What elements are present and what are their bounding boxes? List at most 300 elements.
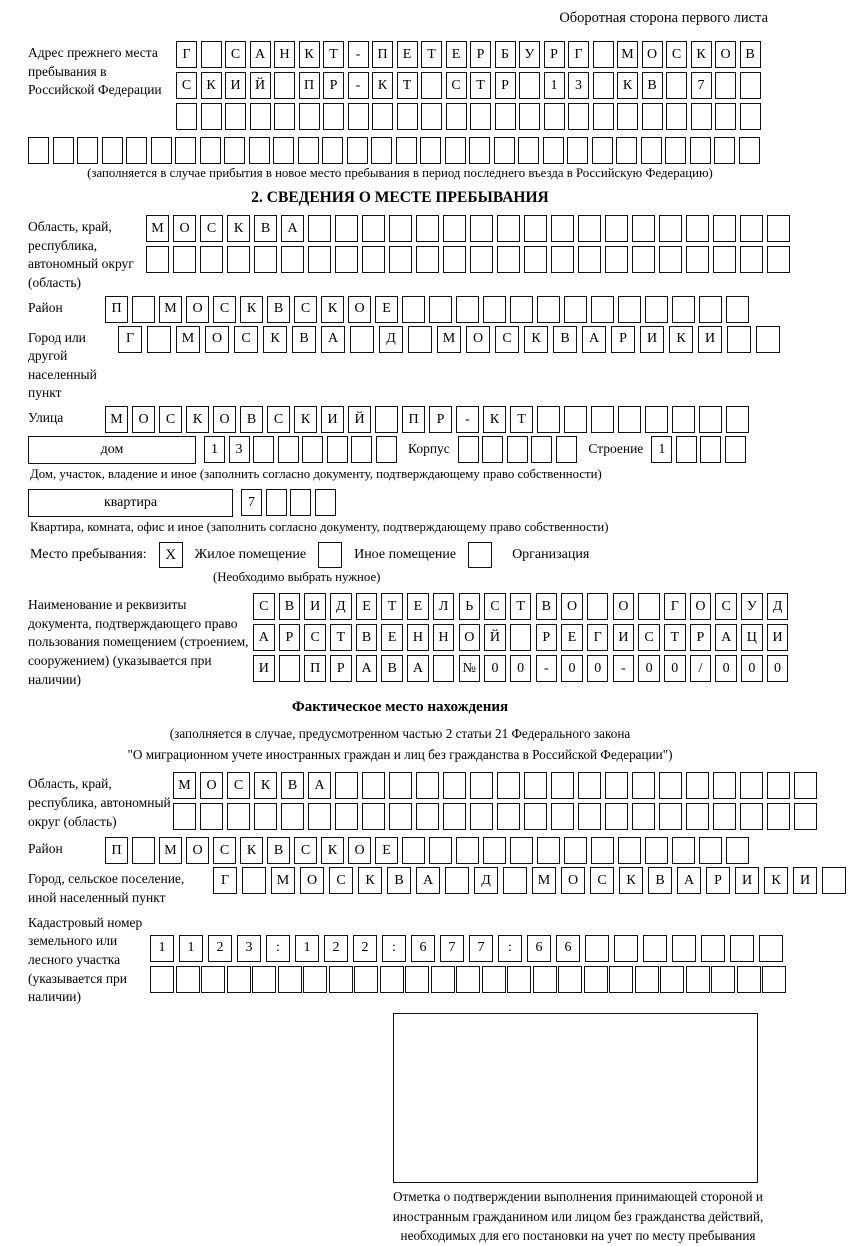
char-cell[interactable]: Г xyxy=(664,593,686,620)
char-cell[interactable] xyxy=(274,72,295,99)
char-cell[interactable]: К xyxy=(186,406,209,433)
char-cell[interactable]: С xyxy=(446,72,467,99)
char-cell[interactable]: О xyxy=(348,296,371,323)
char-cell[interactable]: 3 xyxy=(237,935,261,962)
char-cell[interactable] xyxy=(591,296,614,323)
char-cell[interactable] xyxy=(371,137,392,164)
char-cell[interactable] xyxy=(524,246,547,273)
char-cell[interactable] xyxy=(146,246,169,273)
char-cell[interactable] xyxy=(308,803,331,830)
char-cell[interactable] xyxy=(665,137,686,164)
char-cell[interactable]: В xyxy=(648,867,672,894)
char-cell[interactable] xyxy=(642,103,663,130)
char-cell[interactable]: С xyxy=(715,593,737,620)
char-cell[interactable] xyxy=(224,137,245,164)
char-cell[interactable] xyxy=(323,103,344,130)
char-cell[interactable]: Е xyxy=(356,593,378,620)
char-cell[interactable] xyxy=(635,966,659,993)
char-cell[interactable] xyxy=(567,137,588,164)
char-cell[interactable]: Т xyxy=(323,41,344,68)
char-cell[interactable]: Е xyxy=(407,593,429,620)
char-cell[interactable] xyxy=(389,246,412,273)
char-cell[interactable] xyxy=(713,772,736,799)
char-cell[interactable] xyxy=(420,137,441,164)
char-cell[interactable] xyxy=(278,966,302,993)
char-cell[interactable] xyxy=(274,103,295,130)
char-cell[interactable] xyxy=(329,966,353,993)
char-cell[interactable] xyxy=(227,803,250,830)
char-cell[interactable] xyxy=(537,296,560,323)
char-cell[interactable]: С xyxy=(213,296,236,323)
char-cell[interactable] xyxy=(433,655,455,682)
char-cell[interactable] xyxy=(176,103,197,130)
char-cell[interactable]: 1 xyxy=(150,935,174,962)
char-cell[interactable]: К xyxy=(524,326,548,353)
char-cell[interactable] xyxy=(605,246,628,273)
char-cell[interactable]: М xyxy=(146,215,169,242)
char-cell[interactable]: И xyxy=(640,326,664,353)
char-cell[interactable]: И xyxy=(321,406,344,433)
char-cell[interactable]: О xyxy=(173,215,196,242)
char-cell[interactable] xyxy=(740,246,763,273)
char-cell[interactable] xyxy=(443,803,466,830)
char-cell[interactable] xyxy=(593,103,614,130)
char-cell[interactable] xyxy=(416,772,439,799)
char-cell[interactable]: К xyxy=(294,406,317,433)
char-cell[interactable] xyxy=(53,137,74,164)
char-cell[interactable] xyxy=(227,246,250,273)
char-cell[interactable]: К xyxy=(358,867,382,894)
char-cell[interactable] xyxy=(372,103,393,130)
char-cell[interactable] xyxy=(645,406,668,433)
char-cell[interactable]: С xyxy=(267,406,290,433)
char-cell[interactable]: С xyxy=(227,772,250,799)
char-cell[interactable]: С xyxy=(159,406,182,433)
char-cell[interactable] xyxy=(609,966,633,993)
char-cell[interactable] xyxy=(510,296,533,323)
char-cell[interactable] xyxy=(686,772,709,799)
char-cell[interactable] xyxy=(701,935,725,962)
char-cell[interactable]: П xyxy=(304,655,326,682)
char-cell[interactable] xyxy=(431,966,455,993)
char-cell[interactable]: О xyxy=(186,837,209,864)
char-cell[interactable]: 0 xyxy=(484,655,506,682)
char-cell[interactable] xyxy=(700,436,721,463)
char-cell[interactable] xyxy=(302,436,323,463)
char-cell[interactable] xyxy=(279,655,301,682)
char-cell[interactable]: А xyxy=(308,772,331,799)
char-cell[interactable]: О xyxy=(561,593,583,620)
char-cell[interactable] xyxy=(740,215,763,242)
char-cell[interactable] xyxy=(290,489,311,516)
char-cell[interactable] xyxy=(503,867,527,894)
char-cell[interactable] xyxy=(531,436,552,463)
char-cell[interactable] xyxy=(175,137,196,164)
char-cell[interactable]: Т xyxy=(330,624,352,651)
char-cell[interactable]: П xyxy=(299,72,320,99)
char-cell[interactable]: В xyxy=(267,296,290,323)
char-cell[interactable]: К xyxy=(227,215,250,242)
char-cell[interactable] xyxy=(132,837,155,864)
char-cell[interactable] xyxy=(632,772,655,799)
char-cell[interactable]: М xyxy=(159,837,182,864)
char-cell[interactable] xyxy=(494,137,515,164)
char-cell[interactable] xyxy=(762,966,786,993)
char-cell[interactable]: К xyxy=(201,72,222,99)
char-cell[interactable] xyxy=(225,103,246,130)
char-cell[interactable] xyxy=(660,966,684,993)
char-cell[interactable] xyxy=(725,436,746,463)
char-cell[interactable] xyxy=(614,935,638,962)
char-cell[interactable] xyxy=(727,326,751,353)
char-cell[interactable] xyxy=(443,772,466,799)
char-cell[interactable] xyxy=(737,966,761,993)
char-cell[interactable]: В xyxy=(387,867,411,894)
char-cell[interactable] xyxy=(416,246,439,273)
char-cell[interactable] xyxy=(173,246,196,273)
char-cell[interactable] xyxy=(691,103,712,130)
char-cell[interactable] xyxy=(537,406,560,433)
char-cell[interactable] xyxy=(273,137,294,164)
char-cell[interactable]: : xyxy=(382,935,406,962)
char-cell[interactable]: П xyxy=(372,41,393,68)
char-cell[interactable]: С xyxy=(638,624,660,651)
char-cell[interactable]: 0 xyxy=(638,655,660,682)
char-cell[interactable] xyxy=(524,772,547,799)
char-cell[interactable] xyxy=(456,966,480,993)
char-cell[interactable] xyxy=(672,935,696,962)
char-cell[interactable]: Р xyxy=(544,41,565,68)
char-cell[interactable] xyxy=(564,406,587,433)
char-cell[interactable]: К xyxy=(691,41,712,68)
char-cell[interactable] xyxy=(739,137,760,164)
char-cell[interactable] xyxy=(429,837,452,864)
char-cell[interactable]: 2 xyxy=(324,935,348,962)
char-cell[interactable] xyxy=(446,103,467,130)
char-cell[interactable] xyxy=(405,966,429,993)
char-cell[interactable] xyxy=(551,215,574,242)
char-cell[interactable] xyxy=(519,72,540,99)
char-cell[interactable]: И xyxy=(613,624,635,651)
char-cell[interactable]: Е xyxy=(446,41,467,68)
char-cell[interactable]: Р xyxy=(690,624,712,651)
char-cell[interactable]: С xyxy=(329,867,353,894)
char-cell[interactable] xyxy=(253,436,274,463)
char-cell[interactable] xyxy=(348,103,369,130)
char-cell[interactable] xyxy=(756,326,780,353)
char-cell[interactable] xyxy=(281,803,304,830)
char-cell[interactable]: Р xyxy=(429,406,452,433)
char-cell[interactable] xyxy=(254,803,277,830)
char-cell[interactable]: С xyxy=(495,326,519,353)
char-cell[interactable] xyxy=(132,296,155,323)
char-cell[interactable] xyxy=(456,837,479,864)
char-cell[interactable]: О xyxy=(613,593,635,620)
char-cell[interactable] xyxy=(303,966,327,993)
char-cell[interactable]: К xyxy=(240,296,263,323)
char-cell[interactable] xyxy=(408,326,432,353)
char-cell[interactable] xyxy=(335,246,358,273)
char-cell[interactable] xyxy=(551,246,574,273)
char-cell[interactable]: О xyxy=(300,867,324,894)
char-cell[interactable] xyxy=(666,72,687,99)
char-cell[interactable]: 6 xyxy=(527,935,551,962)
char-cell[interactable] xyxy=(699,406,722,433)
char-cell[interactable]: О xyxy=(459,624,481,651)
char-cell[interactable]: - xyxy=(348,41,369,68)
char-cell[interactable]: 7 xyxy=(440,935,464,962)
char-cell[interactable]: Д xyxy=(767,593,789,620)
char-cell[interactable] xyxy=(249,137,270,164)
char-cell[interactable] xyxy=(519,103,540,130)
char-cell[interactable]: М xyxy=(532,867,556,894)
char-cell[interactable]: И xyxy=(304,593,326,620)
char-cell[interactable]: Г xyxy=(118,326,142,353)
char-cell[interactable]: 3 xyxy=(568,72,589,99)
char-cell[interactable]: К xyxy=(483,406,506,433)
char-cell[interactable]: К xyxy=(299,41,320,68)
char-cell[interactable]: Е xyxy=(381,624,403,651)
char-cell[interactable]: 1 xyxy=(651,436,672,463)
char-cell[interactable]: И xyxy=(735,867,759,894)
char-cell[interactable] xyxy=(659,246,682,273)
char-cell[interactable] xyxy=(389,803,412,830)
char-cell[interactable] xyxy=(638,593,660,620)
char-cell[interactable]: К xyxy=(263,326,287,353)
char-cell[interactable]: - xyxy=(613,655,635,682)
char-cell[interactable] xyxy=(151,137,172,164)
char-cell[interactable] xyxy=(252,966,276,993)
char-cell[interactable] xyxy=(591,837,614,864)
char-cell[interactable] xyxy=(266,489,287,516)
char-cell[interactable] xyxy=(126,137,147,164)
char-cell[interactable] xyxy=(740,772,763,799)
char-cell[interactable] xyxy=(421,72,442,99)
char-cell[interactable] xyxy=(715,72,736,99)
char-cell[interactable] xyxy=(558,966,582,993)
char-cell[interactable] xyxy=(593,41,614,68)
char-cell[interactable] xyxy=(299,103,320,130)
char-cell[interactable]: Е xyxy=(375,837,398,864)
char-cell[interactable] xyxy=(713,246,736,273)
char-cell[interactable] xyxy=(396,137,417,164)
char-cell[interactable] xyxy=(605,803,628,830)
char-cell[interactable]: К xyxy=(254,772,277,799)
char-cell[interactable]: Е xyxy=(375,296,398,323)
char-cell[interactable] xyxy=(632,246,655,273)
char-cell[interactable] xyxy=(227,966,251,993)
char-cell[interactable]: Д xyxy=(474,867,498,894)
char-cell[interactable]: Т xyxy=(381,593,403,620)
char-cell[interactable] xyxy=(672,406,695,433)
char-cell[interactable] xyxy=(564,837,587,864)
char-cell[interactable]: 7 xyxy=(241,489,262,516)
char-cell[interactable]: С xyxy=(253,593,275,620)
char-cell[interactable]: 0 xyxy=(587,655,609,682)
char-cell[interactable]: Н xyxy=(407,624,429,651)
char-cell[interactable] xyxy=(578,803,601,830)
char-cell[interactable] xyxy=(686,215,709,242)
char-cell[interactable] xyxy=(201,41,222,68)
char-cell[interactable]: 0 xyxy=(715,655,737,682)
char-cell[interactable] xyxy=(375,406,398,433)
char-cell[interactable] xyxy=(672,837,695,864)
char-cell[interactable] xyxy=(726,837,749,864)
char-cell[interactable]: О xyxy=(466,326,490,353)
char-cell[interactable] xyxy=(335,803,358,830)
char-cell[interactable] xyxy=(578,246,601,273)
char-cell[interactable] xyxy=(507,436,528,463)
char-cell[interactable]: Н xyxy=(274,41,295,68)
char-cell[interactable]: А xyxy=(582,326,606,353)
char-cell[interactable] xyxy=(298,137,319,164)
char-cell[interactable]: Р xyxy=(279,624,301,651)
char-cell[interactable] xyxy=(551,803,574,830)
char-cell[interactable] xyxy=(822,867,846,894)
char-cell[interactable] xyxy=(659,215,682,242)
char-cell[interactable]: О xyxy=(690,593,712,620)
char-cell[interactable] xyxy=(483,837,506,864)
char-cell[interactable]: 0 xyxy=(767,655,789,682)
char-cell[interactable]: В xyxy=(267,837,290,864)
char-cell[interactable]: Е xyxy=(397,41,418,68)
char-cell[interactable] xyxy=(254,246,277,273)
char-cell[interactable] xyxy=(726,296,749,323)
char-cell[interactable]: И xyxy=(225,72,246,99)
char-cell[interactable] xyxy=(518,137,539,164)
dom-box[interactable]: дом xyxy=(28,436,196,464)
char-cell[interactable] xyxy=(564,296,587,323)
char-cell[interactable]: С xyxy=(200,215,223,242)
char-cell[interactable]: О xyxy=(132,406,155,433)
char-cell[interactable] xyxy=(711,966,735,993)
char-cell[interactable] xyxy=(686,966,710,993)
char-cell[interactable]: А xyxy=(281,215,304,242)
char-cell[interactable] xyxy=(699,296,722,323)
char-cell[interactable]: : xyxy=(266,935,290,962)
kvartira-box[interactable]: квартира xyxy=(28,489,233,517)
char-cell[interactable] xyxy=(617,103,638,130)
char-cell[interactable] xyxy=(578,772,601,799)
char-cell[interactable]: А xyxy=(407,655,429,682)
char-cell[interactable] xyxy=(443,246,466,273)
char-cell[interactable] xyxy=(397,103,418,130)
char-cell[interactable]: И xyxy=(253,655,275,682)
char-cell[interactable]: В xyxy=(279,593,301,620)
char-cell[interactable]: О xyxy=(642,41,663,68)
char-cell[interactable]: 6 xyxy=(411,935,435,962)
char-cell[interactable]: Д xyxy=(379,326,403,353)
char-cell[interactable]: Г xyxy=(587,624,609,651)
char-cell[interactable] xyxy=(672,296,695,323)
char-cell[interactable]: А xyxy=(356,655,378,682)
char-cell[interactable]: 2 xyxy=(208,935,232,962)
char-cell[interactable] xyxy=(483,296,506,323)
char-cell[interactable]: 7 xyxy=(691,72,712,99)
char-cell[interactable] xyxy=(632,803,655,830)
char-cell[interactable] xyxy=(605,215,628,242)
char-cell[interactable] xyxy=(510,837,533,864)
char-cell[interactable]: У xyxy=(519,41,540,68)
char-cell[interactable] xyxy=(308,215,331,242)
char-cell[interactable]: / xyxy=(690,655,712,682)
char-cell[interactable] xyxy=(740,803,763,830)
char-cell[interactable]: Р xyxy=(495,72,516,99)
char-cell[interactable] xyxy=(767,246,790,273)
char-cell[interactable] xyxy=(645,296,668,323)
char-cell[interactable]: В xyxy=(281,772,304,799)
char-cell[interactable] xyxy=(713,803,736,830)
char-cell[interactable]: Т xyxy=(510,406,533,433)
char-cell[interactable] xyxy=(533,966,557,993)
char-cell[interactable] xyxy=(380,966,404,993)
char-cell[interactable]: П xyxy=(105,837,128,864)
char-cell[interactable] xyxy=(543,137,564,164)
char-cell[interactable] xyxy=(715,103,736,130)
char-cell[interactable]: П xyxy=(402,406,425,433)
char-cell[interactable] xyxy=(686,246,709,273)
char-cell[interactable] xyxy=(322,137,343,164)
char-cell[interactable] xyxy=(591,406,614,433)
char-cell[interactable] xyxy=(593,72,614,99)
char-cell[interactable]: Р xyxy=(330,655,352,682)
char-cell[interactable]: В xyxy=(536,593,558,620)
char-cell[interactable] xyxy=(351,436,372,463)
char-cell[interactable] xyxy=(470,803,493,830)
char-cell[interactable]: С xyxy=(666,41,687,68)
char-cell[interactable]: К xyxy=(372,72,393,99)
char-cell[interactable]: С xyxy=(590,867,614,894)
char-cell[interactable]: 2 xyxy=(353,935,377,962)
char-cell[interactable] xyxy=(470,103,491,130)
char-cell[interactable]: К xyxy=(617,72,638,99)
char-cell[interactable]: Т xyxy=(510,593,532,620)
char-cell[interactable]: 0 xyxy=(664,655,686,682)
char-cell[interactable]: А xyxy=(416,867,440,894)
char-cell[interactable] xyxy=(794,803,817,830)
char-cell[interactable] xyxy=(740,72,761,99)
char-cell[interactable]: 0 xyxy=(510,655,532,682)
char-cell[interactable] xyxy=(362,215,385,242)
char-cell[interactable] xyxy=(618,837,641,864)
char-cell[interactable] xyxy=(537,837,560,864)
char-cell[interactable]: К xyxy=(240,837,263,864)
char-cell[interactable]: К xyxy=(321,296,344,323)
char-cell[interactable] xyxy=(587,593,609,620)
char-cell[interactable]: К xyxy=(669,326,693,353)
char-cell[interactable] xyxy=(350,326,374,353)
char-cell[interactable]: М xyxy=(617,41,638,68)
char-cell[interactable]: В xyxy=(381,655,403,682)
char-cell[interactable] xyxy=(524,803,547,830)
checkbox-inoe[interactable] xyxy=(318,542,342,568)
char-cell[interactable]: В xyxy=(240,406,263,433)
char-cell[interactable] xyxy=(445,867,469,894)
char-cell[interactable] xyxy=(497,803,520,830)
char-cell[interactable] xyxy=(335,215,358,242)
char-cell[interactable]: О xyxy=(205,326,229,353)
char-cell[interactable] xyxy=(592,137,613,164)
char-cell[interactable] xyxy=(456,296,479,323)
char-cell[interactable] xyxy=(200,137,221,164)
char-cell[interactable]: 3 xyxy=(229,436,250,463)
char-cell[interactable] xyxy=(495,103,516,130)
char-cell[interactable]: П xyxy=(105,296,128,323)
char-cell[interactable] xyxy=(794,772,817,799)
char-cell[interactable]: М xyxy=(176,326,200,353)
char-cell[interactable] xyxy=(641,137,662,164)
char-cell[interactable] xyxy=(102,137,123,164)
